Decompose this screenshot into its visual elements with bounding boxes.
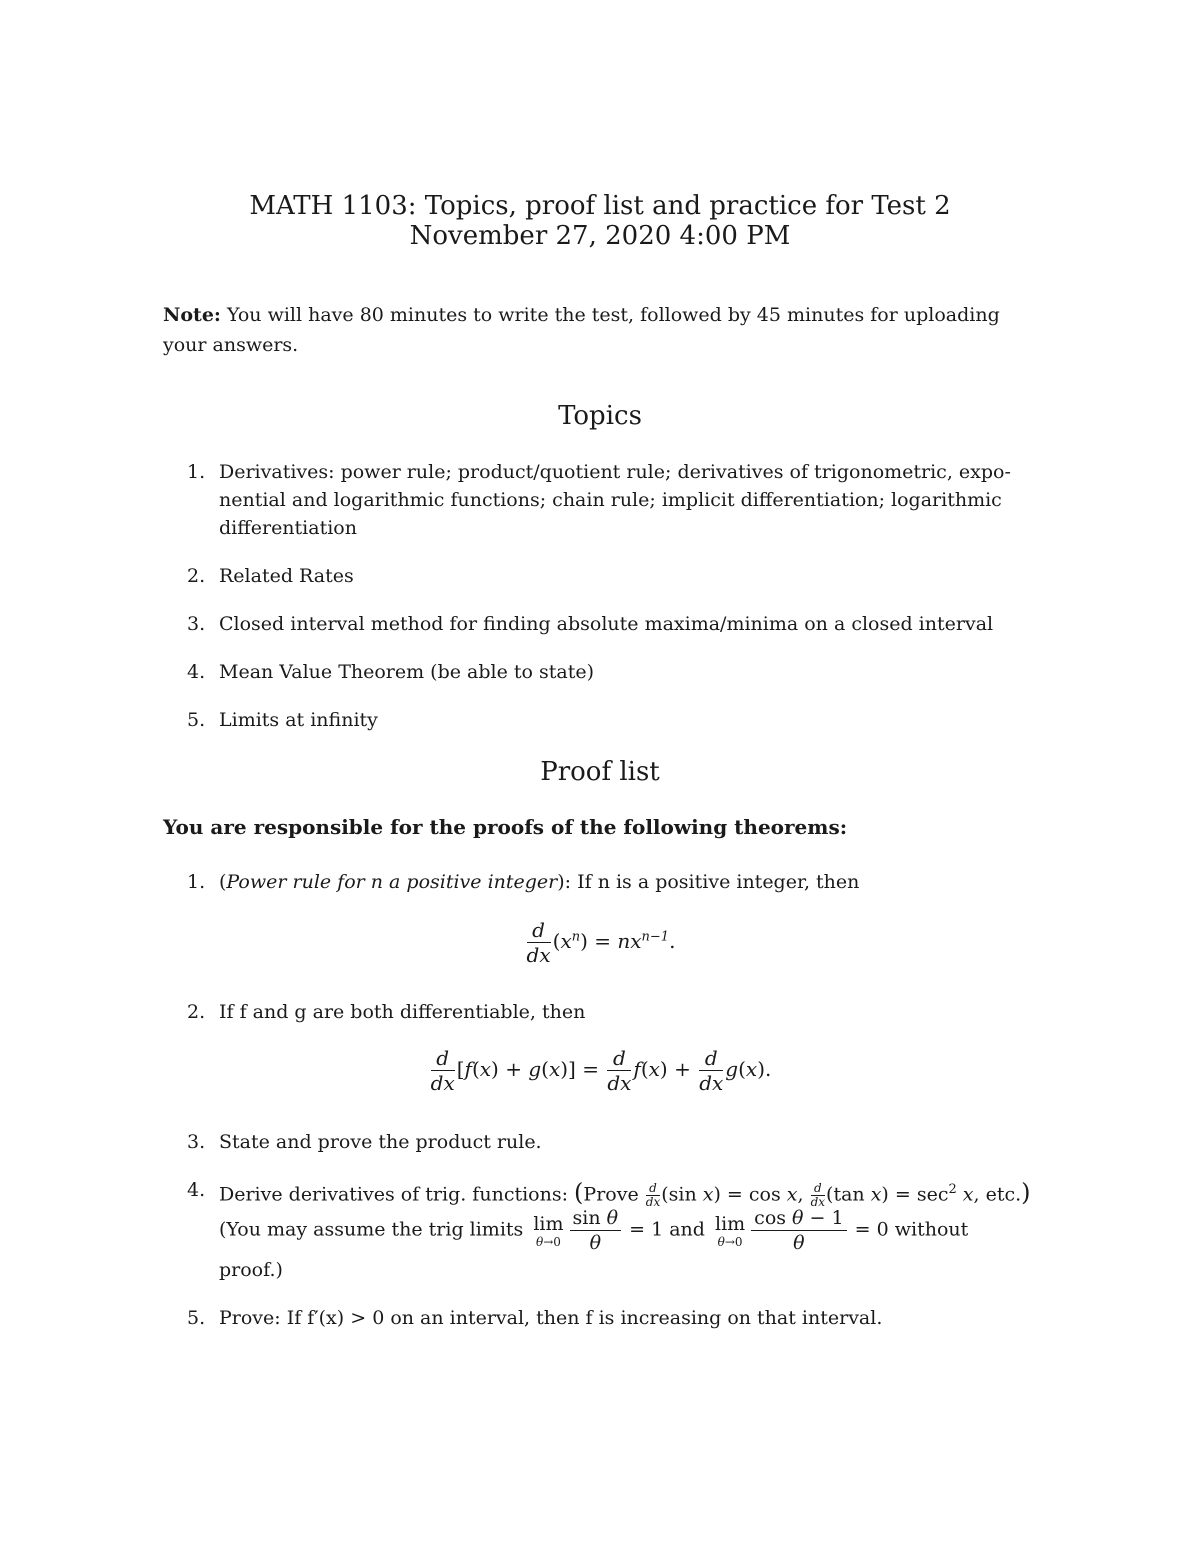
- proof-list-heading: Proof list: [540, 757, 660, 787]
- note-paragraph: [163, 300, 1043, 360]
- proof-item-continuation: (You may assume the trig limits lim θ→0 $\frac{\text{sin θ}}{\theta}$ = 1 and lim θ→0 $\frac{\text{cos θ − 1}}{\theta}$ = 0 without: [219, 1207, 969, 1254]
- note-label: Note:: [163, 304, 221, 326]
- topic-item: 5. Limits at infinity: [187, 709, 378, 731]
- topic-item: 4. Mean Value Theorem (be able to state): [187, 661, 595, 683]
- topic-item: 2. Related Rates: [187, 565, 354, 587]
- proof-item: 2. If f and g are both differentiable, then: [187, 1001, 586, 1023]
- topics-heading: Topics: [558, 401, 642, 431]
- equation-sum-rule: $\frac{d}{dx}$ [f(x) + g(x)] = $\frac{d}{dx}$ f(x) + $\frac{d}{dx}$ g(x).: [430, 1046, 772, 1095]
- proof-item: 3. State and prove the product rule.: [187, 1131, 542, 1153]
- topic-item: 1. Derivatives: power rule; product/quotient rule; derivatives of trigonometric, expo-nential and logarithmic functions; chain rule; implicit differentiation; logarithmic differentiation: [187, 461, 1011, 539]
- proof-list-intro: You are responsible for the proofs of the following theorems:: [163, 815, 848, 839]
- proof-title-italic: Power rule for n a positive integer: [226, 871, 558, 893]
- proof-item: 4. Derive derivatives of trig. functions: (Prove $\frac{d}{dx}$ (sin x) = cos x, $\frac{d}{dx}$ (tan $x) = \sec^2 x$, etc.): [187, 1178, 1031, 1209]
- page-title: MATH 1103: Topics, proof list and practice for Test 2: [249, 191, 951, 221]
- page-subtitle-date: November 27, 2020 4:00 PM: [409, 221, 791, 251]
- proof-item: 1. (Power rule for n a positive integer): If n is a positive integer, then: [187, 871, 860, 893]
- proof-item-continuation: proof.): [219, 1259, 283, 1281]
- topic-item: 3. Closed interval method for finding absolute maxima/minima on a closed interval: [187, 613, 994, 635]
- note-text: You will have 80 minutes to write the test, followed by 45 minutes for uploading your answers.: [163, 304, 1000, 356]
- equation-power-rule: $\frac{d}{dx}$ $(x^n) = nx^{n-1}$.: [526, 918, 676, 967]
- proof-item: 5. Prove: If f′(x) > 0 on an interval, then f is increasing on that interval.: [187, 1307, 883, 1329]
